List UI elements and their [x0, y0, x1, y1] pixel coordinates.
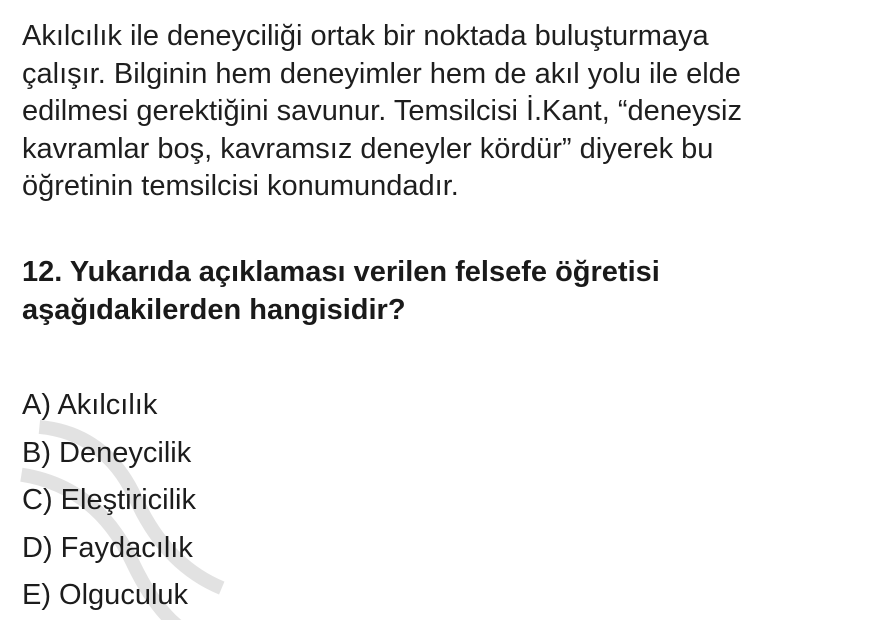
passage-line: öğretinin temsilcisi konumundadır.: [22, 170, 459, 203]
option-e[interactable]: E) Olguculuk: [22, 579, 189, 611]
passage-line: edilmesi gerektiğini savunur. Temsilcisi İ.Kant, “deneysiz: [22, 95, 742, 128]
answer-options: [22, 382, 196, 620]
question-line: 12. Yukarıda açıklaması verilen felsefe öğretisi: [22, 256, 660, 288]
option-d[interactable]: D) Faydacılık: [22, 531, 193, 564]
question-line: aşağıdakilerden hangisidir?: [22, 293, 406, 326]
option-b[interactable]: B) Deneycilik: [22, 436, 192, 469]
passage-line: Akılcılık ile deneyciliği ortak bir noktada buluşturmaya: [22, 20, 709, 52]
passage-text: [22, 18, 887, 206]
passage-line: çalışır. Bilginin hem deneyimler hem de akıl yolu ile elde: [22, 57, 741, 90]
option-c[interactable]: C) Eleştiricilik: [22, 484, 196, 516]
passage-line: kavramlar boş, kavramsız deneyler kördür” diyerek bu: [22, 132, 714, 165]
question-stem: [22, 254, 887, 329]
option-a[interactable]: A) Akılcılık: [22, 389, 158, 421]
